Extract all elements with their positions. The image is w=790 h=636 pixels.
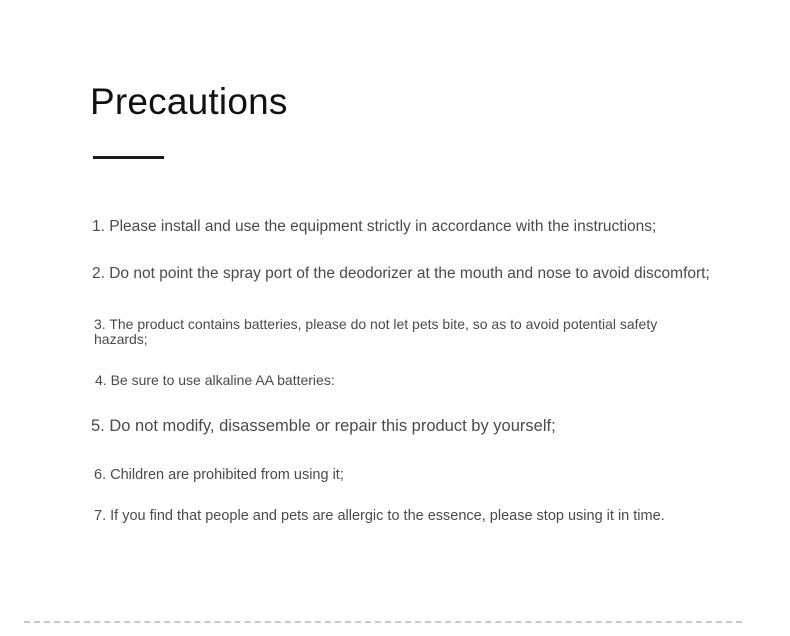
precaution-item-3: 3. The product contains batteries, please do not let pets bite, so as to avoid potential safety hazards; [94,316,658,347]
precaution-item-4: 4. Be sure to use alkaline AA batteries: [95,372,335,388]
dashed-divider [24,621,742,623]
precaution-item-2: 2. Do not point the spray port of the deodorizer at the mouth and nose to avoid discomfort; [92,265,710,282]
precaution-item-1: 1. Please install and use the equipment strictly in accordance with the instructions; [92,218,657,235]
precaution-item-7: 7. If you find that people and pets are allergic to the essence, please stop using it in time. [94,508,665,524]
precaution-item-5: 5. Do not modify, disassemble or repair this product by yourself; [91,417,556,435]
precaution-item-6: 6. Children are prohibited from using it; [94,467,344,483]
title-underline [93,156,164,159]
page-title: Precautions [90,81,288,122]
